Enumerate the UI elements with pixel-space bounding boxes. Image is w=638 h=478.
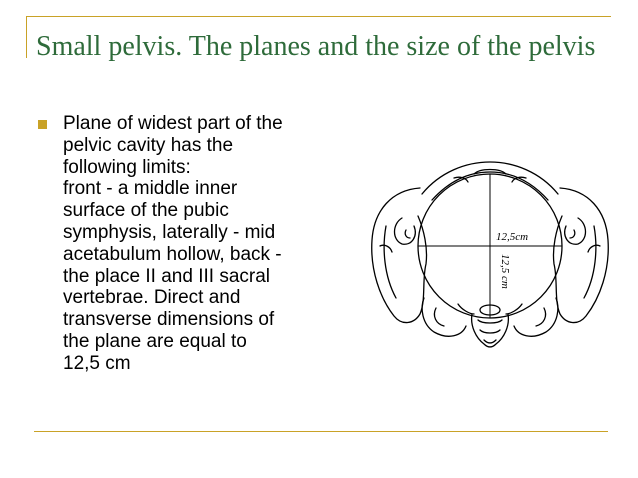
slide-title: Small pelvis. The planes and the size of the pelvis	[36, 31, 596, 62]
square-bullet-icon	[38, 120, 47, 129]
transverse-dimension-label: 12,5cm	[496, 231, 529, 243]
title-rule-top	[26, 16, 611, 17]
bullet-text: Plane of widest part of the pelvic cavity has the following limits: front - a middle inner surface of the pubic symphysis, laterally - mid acetabulum hollow, back - the place II and III sacral vertebrae. Direct and transverse dimensions of the plane are equal to 12,5 cm	[63, 113, 283, 374]
pelvis-figure	[362, 148, 618, 364]
title-rule-left	[26, 16, 27, 58]
pelvis-drawing	[362, 148, 618, 364]
footer-rule	[34, 431, 608, 432]
direct-dimension-label: 12,5 cm	[499, 254, 511, 289]
